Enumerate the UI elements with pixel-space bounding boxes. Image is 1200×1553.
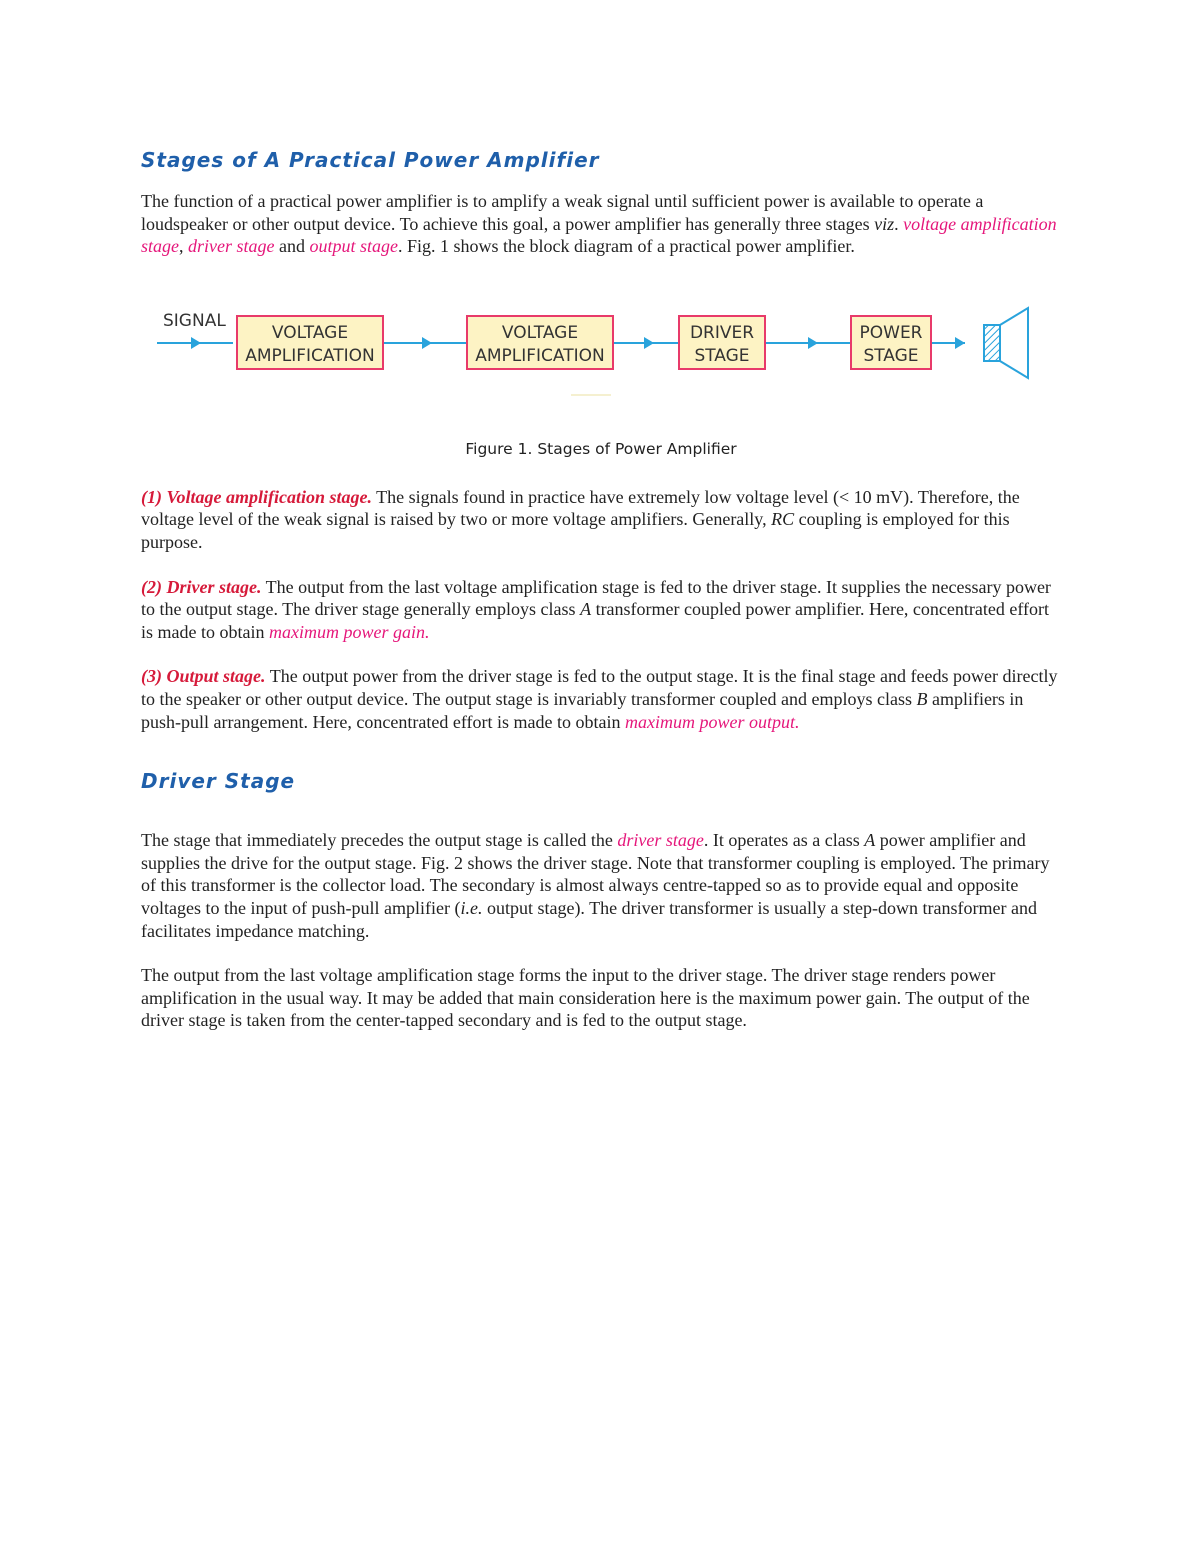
figure-caption: Figure 1. Stages of Power Amplifier [465, 439, 737, 458]
section-heading-stages: Stages of A Practical Power Amplifier [141, 148, 600, 172]
stage-3-label-close: ) [156, 666, 162, 687]
intro-text-1: The function of a practical power amplifier is to amplify a weak signal until sufficient power is available to operate a loudspeaker or other output device. To achieve this goal, a power amplifier has generally three stages [141, 191, 984, 234]
stage-2-pink: maximum power gain. [268, 621, 430, 642]
stage-3-pink: maximum power output. [625, 711, 800, 732]
stage-1-number: 1 [147, 486, 156, 507]
block-diagram [141, 288, 1061, 438]
driver-p1-text-1: The stage that immediately precedes the output stage is called the [141, 830, 618, 851]
stage-3-emph: B [916, 688, 928, 709]
stage-2-label-close: ) [156, 576, 162, 597]
signal-label: SIGNAL [163, 310, 226, 331]
stage-2-number: 2 [147, 576, 156, 597]
driver-paragraph-2: The output from the last voltage amplification stage forms the input to the driver stage. The driver stage renders power amplification in the usual way. It may be added that main consideration here is the maximum power gain. The output of the driver stage is taken from the center-tapped secondary and is fed to the output stage. [141, 965, 1030, 1031]
term-driver-stage: driver stage [188, 236, 275, 257]
stage-1-label-close: ) [156, 486, 162, 507]
block-diagram-svg [141, 288, 1061, 438]
intro-text-4: and [274, 236, 310, 257]
driver-p1-emph: A [864, 830, 876, 851]
block-1-line-2: AMPLIFICATION [245, 345, 375, 366]
stage-item-1 [141, 486, 1061, 554]
stage-2-emph: A [580, 599, 592, 620]
block-3-line-2: STAGE [694, 345, 750, 366]
loudspeaker-icon [984, 308, 1028, 378]
document-content [141, 140, 1061, 1032]
driver-p1-text-2: . It operates as a class [703, 830, 865, 851]
intro-text-3: , [179, 236, 188, 257]
term-output-stage: output stage [309, 236, 398, 257]
driver-p1-term: driver stage [617, 830, 704, 851]
block-2-line-1: VOLTAGE [501, 322, 579, 343]
driver-p1-text-3: power amplifier and supplies the drive for the output stage. Fig. 2 shows the driver stage. Note that transformer coupling is employed. The primary of this transformer is the collector load. The secondary is almost always centre-tapped so as to provide equal and opposite voltages to the input of push-pull amplifier ( [141, 830, 1050, 918]
block-4-line-2: STAGE [863, 345, 919, 366]
intro-text-5: . Fig. 1 shows the block diagram of a practical power amplifier. [397, 236, 855, 257]
stage-2-text-b: transformer coupled power amplifier. Here, concentrated effort is made to obtain [141, 599, 1050, 642]
stage-1-text-a: The signals found in practice have extremely low voltage level (< 10 mV). Therefore, the voltage level of the weak signal is raised by two or more voltage amplifiers. Generally, [141, 486, 1020, 530]
stage-item-3 [141, 665, 1061, 733]
stage-1-label-open: ( [141, 486, 147, 507]
stage-item-2 [141, 576, 1061, 644]
intro-viz: viz [874, 213, 895, 234]
driver-paragraph-1 [141, 829, 1061, 942]
stage-2-label-open: ( [141, 576, 147, 597]
intro-paragraph [141, 190, 1061, 258]
arrow-head-4 [955, 337, 965, 349]
block-3-line-1: DRIVER [689, 322, 755, 343]
stage-1-title: Voltage amplification stage. [162, 486, 372, 507]
stage-3-title: Output stage. [162, 666, 266, 687]
arrow-head-1 [422, 337, 432, 349]
block-2-line-2: AMPLIFICATION [475, 345, 605, 366]
stage-2-title: Driver stage. [162, 576, 262, 597]
driver-p1-text-4: output stage). The driver transformer is usually a step-down transformer and facilitates impedance matching. [141, 897, 1037, 941]
stage-3-number: 3 [147, 666, 156, 687]
stage-3-label-open: ( [141, 666, 147, 687]
stage-1-emph: RC [771, 509, 795, 530]
stage-3-text-a: The output power from the driver stage is fed to the output stage. It is the final stage and feeds power directly to the speaker or other output device. The output stage is invariably transformer coupled and employs class [141, 666, 1058, 709]
arrow-head-input [191, 337, 201, 349]
stage-2-text-a: The output from the last voltage amplification stage is fed to the driver stage. It supplies the necessary power to the output stage. The driver stage generally employs class [141, 576, 1051, 620]
stage-1-text-b: coupling is employed for this purpose. [141, 509, 1010, 552]
block-4-line-1: POWER [859, 322, 923, 343]
intro-text-2: . [894, 213, 904, 234]
stage-3-text-b: amplifiers in push-pull arrangement. Here, concentrated effort is made to obtain [141, 688, 1024, 732]
term-voltage-amplification-stage: voltage amplification stage [141, 213, 1057, 257]
driver-p1-ie: i.e. [460, 897, 483, 918]
arrow-head-2 [644, 337, 654, 349]
block-1-line-1: VOLTAGE [271, 322, 349, 343]
section-heading-driver-stage: Driver Stage [141, 769, 296, 794]
arrow-head-3 [808, 337, 818, 349]
